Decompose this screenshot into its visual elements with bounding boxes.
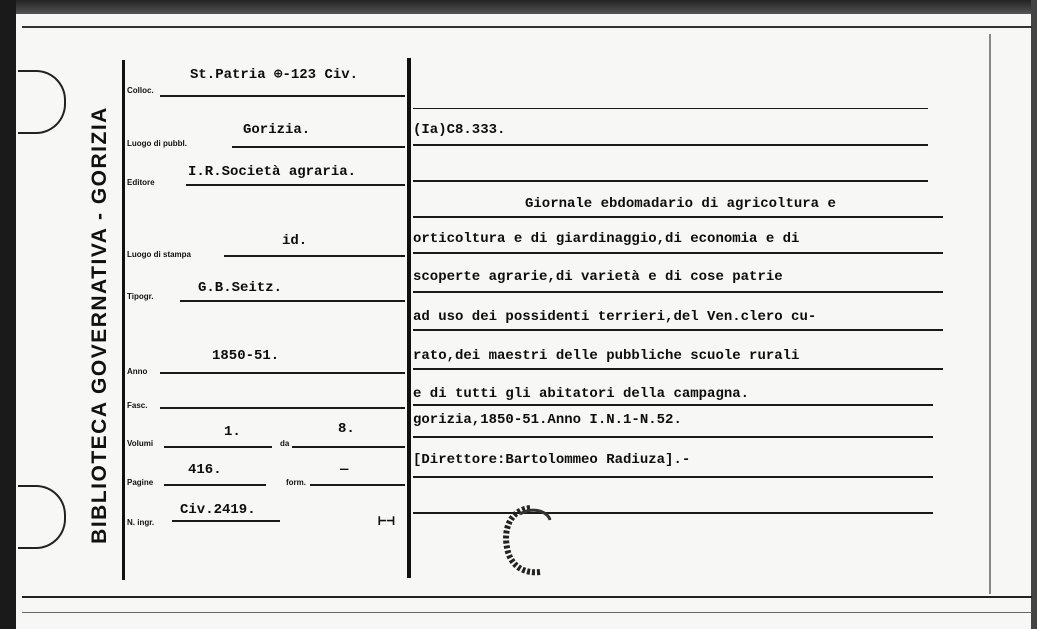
rule-desc-4 (413, 329, 943, 331)
punch-hole-top (18, 70, 66, 134)
left-scan-border (0, 0, 16, 629)
signature-scribble (490, 500, 560, 580)
description-line-2: orticoltura e di giardinaggio,di economia e di (413, 231, 800, 247)
label-luogo-pubbl: Luogo di pubbl. (127, 139, 187, 148)
rule-desc-2 (413, 252, 943, 254)
bottom-rule-secondary (22, 612, 1032, 613)
rule-top-right (413, 108, 928, 109)
rule-desc-5 (413, 368, 943, 370)
label-fasc: Fasc. (127, 401, 148, 410)
rule-anno (160, 372, 405, 374)
bracket-mark: ⊢⊣ (378, 514, 395, 530)
value-volumi: 1. (224, 424, 241, 440)
label-form: form. (286, 478, 306, 487)
label-da: da (280, 439, 290, 448)
rule-pagine (164, 484, 266, 486)
value-anno: 1850-51. (212, 348, 280, 364)
rule-form (310, 484, 405, 486)
value-tipogr: G.B.Seitz. (198, 280, 283, 296)
label-n-ingr: N. ingr. (127, 518, 155, 527)
value-pagine: 416. (188, 462, 222, 478)
left-column-divider (122, 60, 125, 580)
rule-code (413, 144, 928, 146)
top-rule (22, 26, 1032, 28)
label-anno: Anno (127, 367, 148, 376)
library-stamp: BIBLIOTECA GOVERNATIVA - GORIZIA (88, 106, 111, 544)
rule-fasc (160, 407, 405, 409)
description-line-3: scoperte agrarie,di varietà e di cose patrie (413, 269, 783, 285)
rule-luogo-pubbl (232, 146, 405, 148)
label-editore: Editore (127, 178, 155, 187)
rule-editore-right (413, 180, 928, 182)
rule-da (292, 446, 405, 448)
value-da: 8. (338, 421, 355, 437)
middle-column-divider (407, 58, 411, 578)
rule-luogo-stampa (224, 255, 405, 257)
label-luogo-stampa: Luogo di stampa (127, 250, 191, 259)
label-collocazione: Colloc. (127, 86, 154, 95)
description-line-4: ad uso dei possidenti terrieri,del Ven.clero cu- (413, 309, 817, 325)
rule-desc-3 (413, 291, 943, 293)
rule-desc-8 (413, 476, 933, 478)
label-tipogr: Tipogr. (127, 292, 154, 301)
label-volumi: Volumi (127, 439, 154, 448)
rule-desc-6 (413, 404, 933, 406)
right-margin-line (989, 34, 991, 594)
description-line-7: gorizia,1850-51.Anno I.N.1-N.52. (413, 412, 682, 428)
description-line-5: rato,dei maestri delle pubbliche scuole rurali (413, 348, 800, 364)
value-collocazione: St.Patria ⊕-123 Civ. (190, 67, 359, 83)
description-line-1: Giornale ebdomadario di agricoltura e (525, 196, 836, 212)
description-line-6: e di tutti gli abitatori della campagna. (413, 386, 750, 402)
rule-tipogr (180, 300, 405, 302)
right-scan-border (1031, 0, 1037, 629)
bottom-rule (22, 596, 1032, 598)
value-luogo-stampa: id. (282, 233, 308, 249)
description-line-8: [Direttore:Bartolommeo Radiuza].- (413, 452, 691, 468)
label-pagine: Pagine (127, 478, 154, 487)
catalog-code: (Ia)C8.333. (413, 122, 506, 138)
top-scan-border (0, 0, 1037, 14)
rule-collocazione (160, 95, 405, 97)
rule-n-ingr (172, 520, 280, 522)
value-n-ingr: Civ.2419. (180, 502, 256, 518)
punch-hole-bottom (18, 485, 66, 549)
rule-desc-1 (413, 216, 943, 218)
value-luogo-pubbl: Gorizia. (243, 122, 311, 138)
value-form: — (340, 462, 349, 478)
value-editore: I.R.Società agraria. (188, 164, 357, 180)
rule-editore (186, 184, 405, 186)
rule-volumi (164, 446, 272, 448)
rule-desc-7 (413, 436, 933, 438)
